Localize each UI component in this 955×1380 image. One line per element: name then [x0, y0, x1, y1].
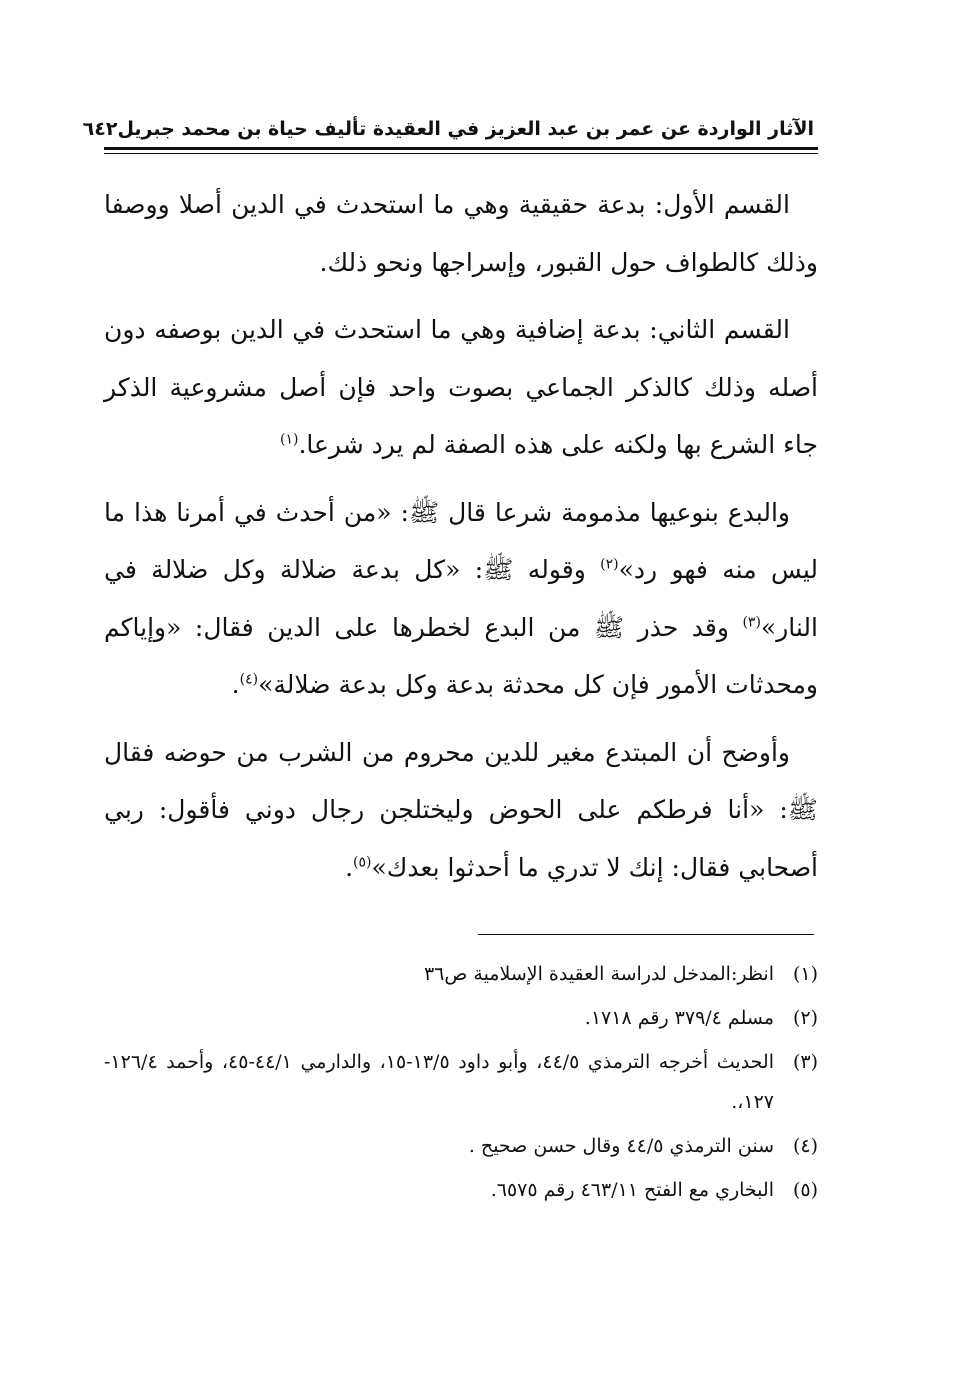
footnote-text: انظر:المدخل لدراسة العقيدة الإسلامية ص٣٦ — [423, 963, 774, 985]
paragraph-3-text-d: . — [231, 670, 240, 699]
footnote-text: سنن الترمذي ٤٤/٥ وقال حسن صحيح . — [468, 1135, 774, 1157]
footnote-number: (١) — [792, 963, 818, 985]
header-rule-thin — [104, 153, 818, 154]
page-number: ٦٤٢ — [82, 118, 118, 140]
paragraph-4-text-a: وأوضح أن المبتدع مغير للدين محروم من الشرب من حوضه فقال ﷺ: «أنا فرطكم على الحوض وليختلجن رجال دوني فأقول: ربي أصحابي فقال: إنك لا تدري ما أحدثوا بعدك» — [104, 737, 818, 882]
footnote-5 — [104, 1170, 818, 1210]
footnote-number: (٣) — [792, 1051, 818, 1073]
footnote-ref-2[interactable]: (٢) — [600, 556, 619, 573]
running-header — [82, 112, 814, 146]
header-rule-thick — [104, 147, 818, 150]
paragraph-2 — [104, 301, 818, 474]
paragraph-3-text-c: وقد حذر ﷺ من البدع لخطرها على الدين فقال: «وإياكم ومحدثات الأمور فإن كل محدثة بدعة وكل بدعة ضلالة» — [104, 612, 818, 699]
footnote-text: مسلم ٣٧٩/٤ رقم ١٧١٨. — [584, 1007, 774, 1029]
footnote-3 — [104, 1042, 818, 1122]
footnote-ref-1[interactable]: (١) — [279, 431, 299, 448]
footnotes — [104, 954, 818, 1214]
paragraph-3-text-a: والبدع بنوعيها مذمومة شرعا قال ﷺ: «من أحدث في أمرنا هذا ما ليس منه فهو رد» — [104, 497, 818, 584]
footnote-2 — [104, 998, 818, 1038]
paragraph-3 — [104, 484, 818, 714]
footnote-number: (٤) — [792, 1135, 818, 1157]
footnote-number: (٥) — [792, 1179, 818, 1201]
footnote-text: الحديث أخرجه الترمذي ٤٤/٥، وأبو داود ١٣/٥-١٥، والدارمي ٤٤/١-٤٥، وأحمد ١٢٦/٤- ١٢٧،. — [104, 1051, 774, 1113]
paragraph-4 — [104, 724, 818, 897]
paragraph-1-text: القسم الأول: بدعة حقيقية وهي ما استحدث في الدين أصلا ووصفا وذلك كالطواف حول القبور، وإسراجها ونحو ذلك. — [104, 190, 818, 277]
paragraph-2-text: القسم الثاني: بدعة إضافية وهي ما استحدث في الدين بوصفه دون أصله وذلك كالذكر الجماعي بصوت واحد فإن أصل مشروعية الذكر جاء الشرع بها ولكنه على هذه الصفة لم يرد شرعا. — [104, 315, 818, 459]
header-title: الآثار الواردة عن عمر بن عبد العزيز في العقيدة تأليف حياة بن محمد جبريل — [117, 118, 814, 140]
footnote-text: البخاري مع الفتح ٤٦٣/١١ رقم ٦٥٧٥. — [490, 1179, 774, 1201]
footnote-4 — [104, 1126, 818, 1166]
paragraph-4-text-b: . — [345, 852, 354, 882]
footnote-number: (٢) — [792, 1007, 818, 1029]
paragraph-3-text-b: وقوله ﷺ: «كل بدعة ضلالة وكل ضلالة في النار» — [104, 555, 818, 642]
footnote-ref-3[interactable]: (٣) — [742, 614, 761, 631]
main-text — [104, 176, 818, 906]
footnote-separator — [478, 934, 814, 935]
footnote-1 — [104, 954, 818, 994]
footnote-ref-4[interactable]: (٤) — [239, 671, 259, 688]
footnote-ref-5[interactable]: (٥) — [353, 854, 372, 871]
paragraph-1 — [104, 176, 818, 291]
